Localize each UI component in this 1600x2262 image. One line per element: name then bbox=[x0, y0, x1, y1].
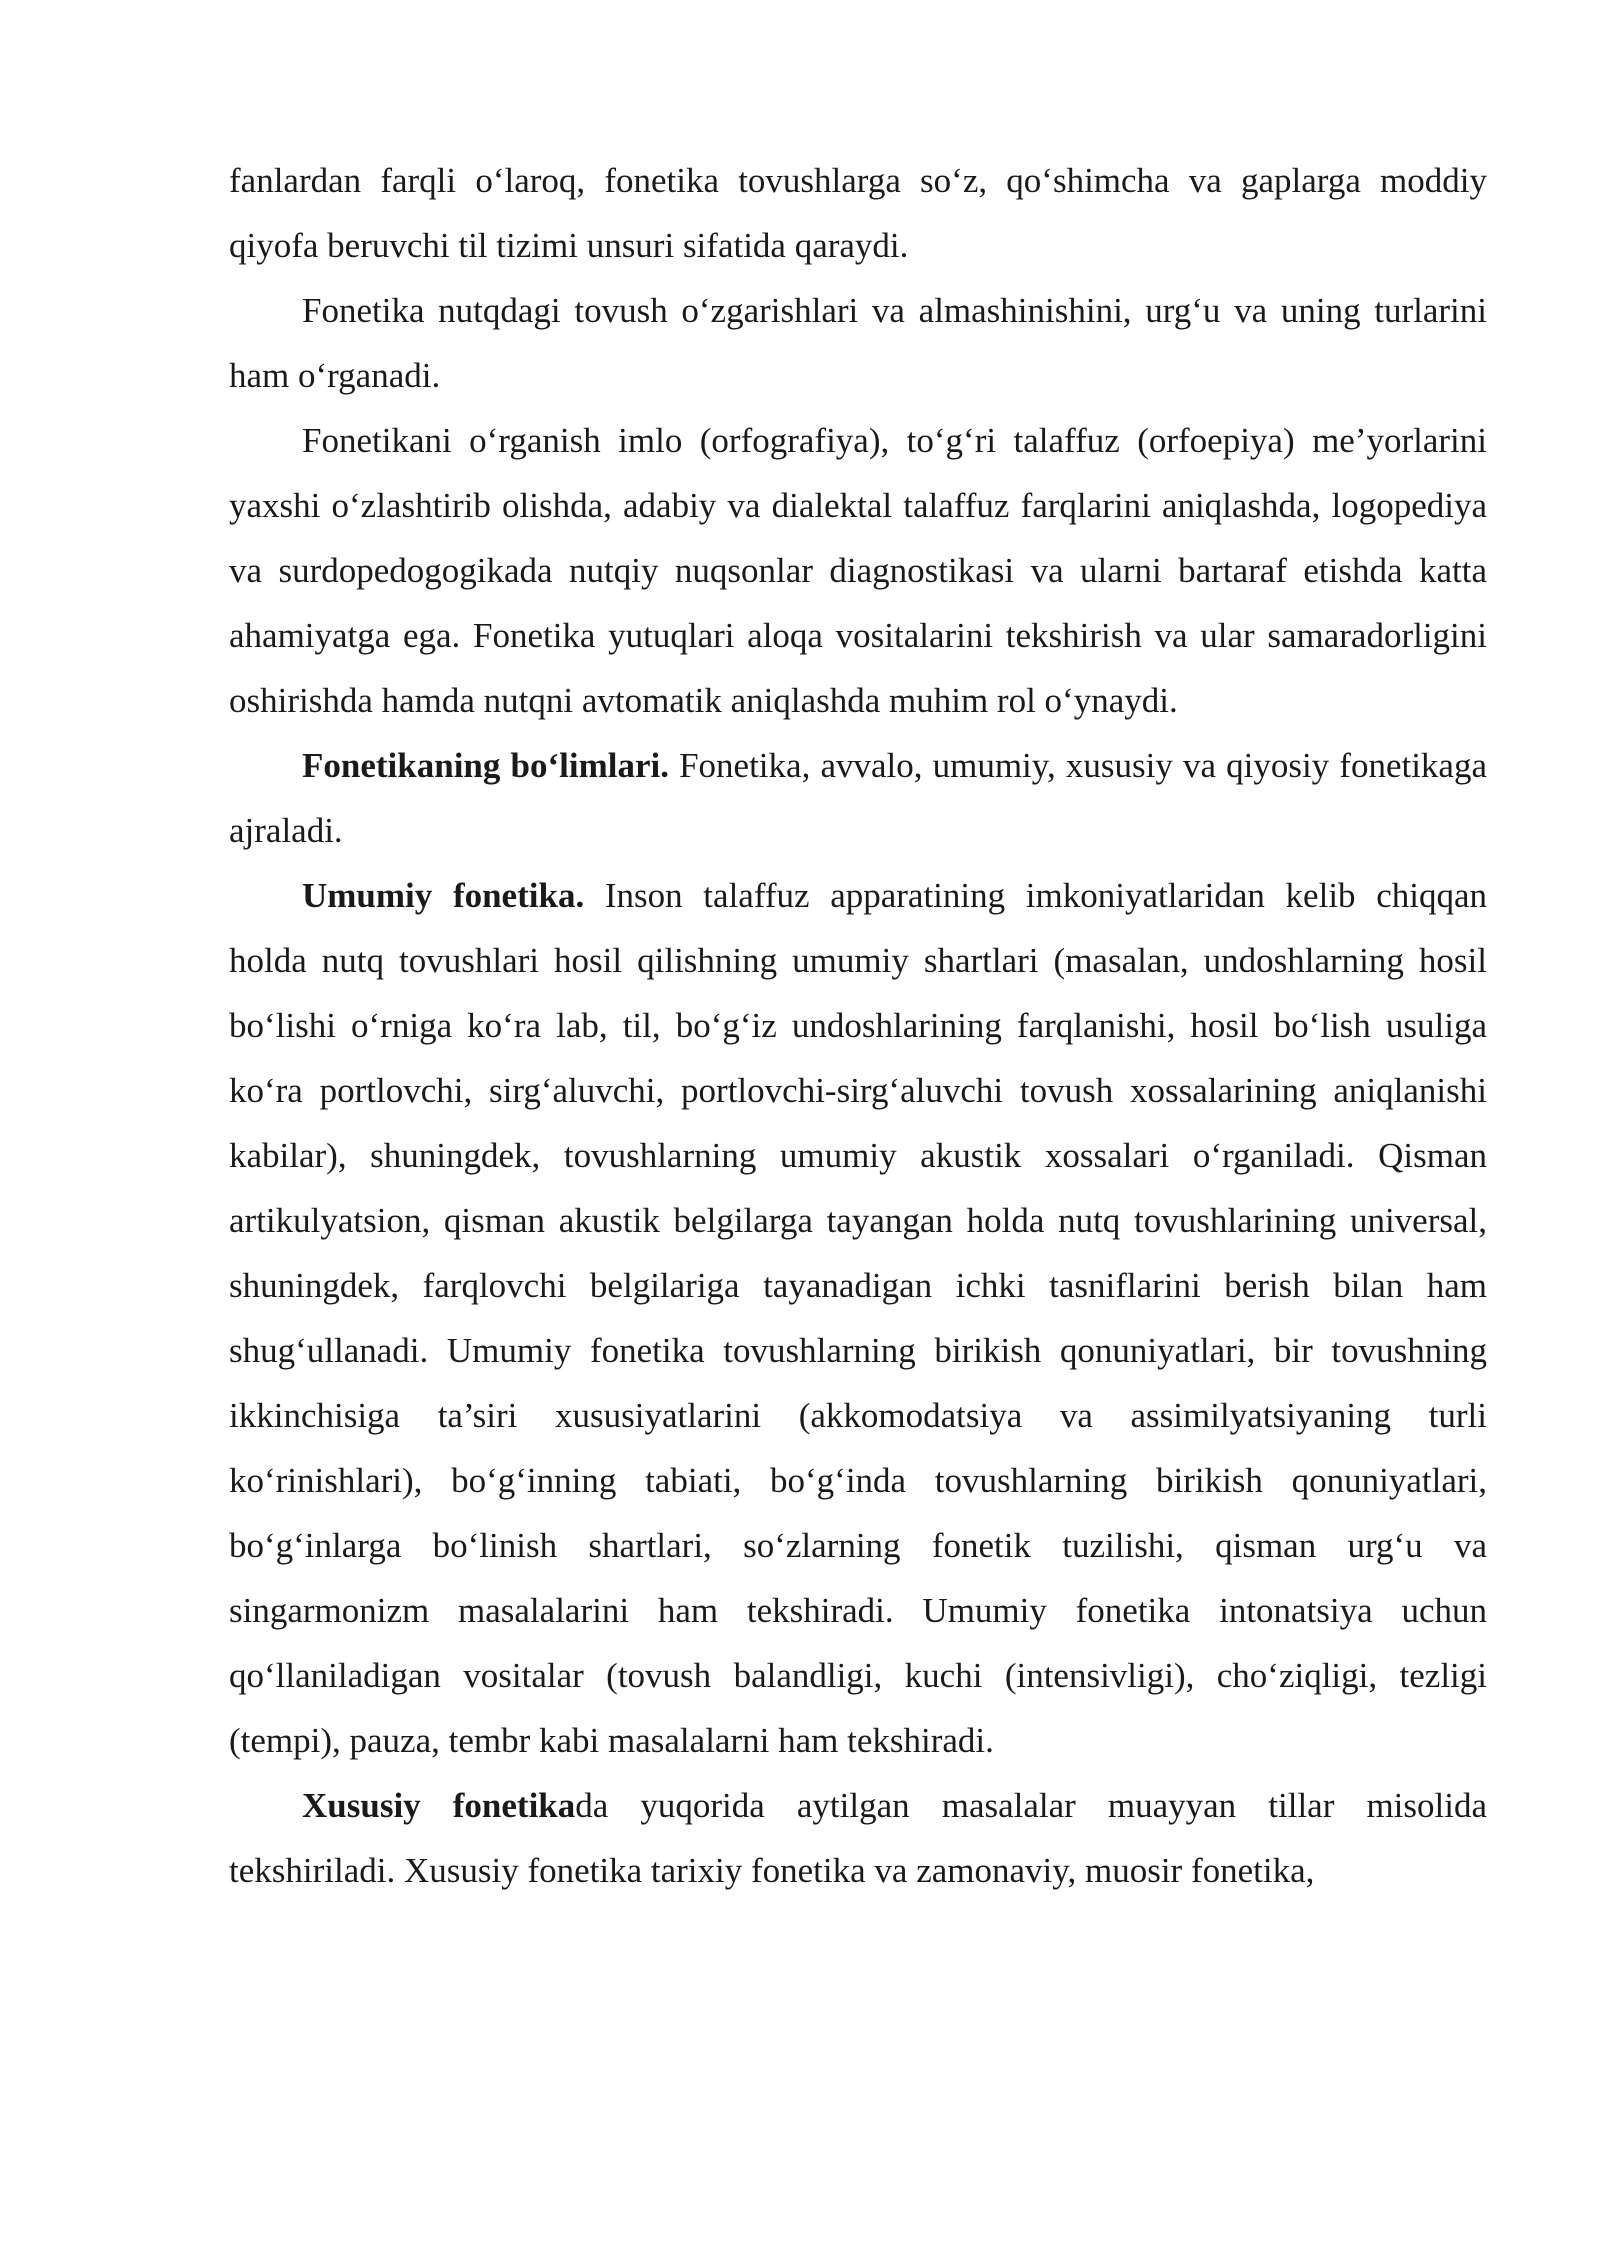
paragraph-phonetics-importance bbox=[229, 408, 1487, 733]
paragraph-phonetics-scope bbox=[229, 278, 1487, 408]
paragraph-text: fanlardan farqli o‘laroq, fonetika tovushlarga so‘z, qo‘shimcha va gaplarga moddiy qiyofa beruvchi til tizimi unsuri sifatida qaraydi. bbox=[229, 161, 1487, 265]
document-page bbox=[229, 148, 1487, 1903]
paragraph-text: Fonetika, avvalo, umumiy, xususiy va qiyosiy fonetikaga ajraladi. bbox=[229, 746, 1488, 850]
paragraph-lead-heading: Xususiy fonetika bbox=[302, 1786, 576, 1825]
paragraph-text: da yuqorida aytilgan masalalar muayyan tillar misolida tekshiriladi. Xususiy fonetika tarixiy fonetika va zamonaviy, muosir fonetika, bbox=[229, 1786, 1487, 1890]
paragraph-specific-phonetics bbox=[229, 1773, 1487, 1903]
paragraph-general-phonetics bbox=[229, 863, 1487, 1773]
paragraph-text: Fonetikani o‘rganish imlo (orfografiya), to‘g‘ri talaffuz (orfoepiya) me’yorlarini yaxshi o‘zlashtirib olishda, adabiy va dialektal talaffuz farqlarini aniqlashda, logopediya va surdopedogogikada nutqiy nuqsonlar diagnostikasi va ularni bartaraf etishda katta ahamiyatga ega. Fonetika yutuqlari aloqa vositalarini tekshirish va ular samaradorligini oshirishda hamda nutqni avtomatik aniqlashda muhim rol o‘ynaydi. bbox=[229, 421, 1487, 720]
paragraph-text: Fonetika nutqdagi tovush o‘zgarishlari va almashinishini, urg‘u va uning turlarini ham o‘rganadi. bbox=[229, 291, 1487, 395]
paragraph-lead-heading: Umumiy fonetika. bbox=[302, 876, 585, 915]
paragraph-text: Inson talaffuz apparatining imkoniyatlaridan kelib chiqqan holda nutq tovushlari hosil qilishning umumiy shartlari (masalan, undoshlarning hosil bo‘lishi o‘rniga ko‘ra lab, til, bo‘g‘iz undoshlarining farqlanishi, hosil bo‘lish usuliga ko‘ra portlovchi, sirg‘aluvchi, portlovchi-sirg‘aluvchi tovush xossalarining aniqlanishi kabilar), shuningdek, tovushlarning umumiy akustik xossalari o‘rganiladi. Qisman artikulyatsion, qisman akustik belgilarga tayangan holda nutq tovushlarining universal, shuningdek, farqlovchi belgilariga tayanadigan ichki tasniflarini berish bilan ham shug‘ullanadi. Umumiy fonetika tovushlarning birikish qonuniyatlari, bir tovushning ikkinchisiga ta’siri xususiyatlarini (akkomodatsiya va assimilyatsiyaning turli ko‘rinishlari), bo‘g‘inning tabiati, bo‘g‘inda tovushlarning birikish qonuniyatlari, bo‘g‘inlarga bo‘linish shartlari, so‘zlarning fonetik tuzilishi, qisman urg‘u va singarmonizm masalalarini ham tekshiradi. Umumiy fonetika intonatsiya uchun qo‘llaniladigan vositalar (tovush balandligi, kuchi (intensivligi), cho‘ziqligi, tezligi (tempi), pauza, tembr kabi masalalarni ham tekshiradi. bbox=[229, 876, 1487, 1760]
paragraph-lead-heading: Fonetikaning bo‘limlari. bbox=[302, 746, 669, 785]
paragraph-intro bbox=[229, 148, 1487, 278]
paragraph-phonetics-sections bbox=[229, 733, 1487, 863]
